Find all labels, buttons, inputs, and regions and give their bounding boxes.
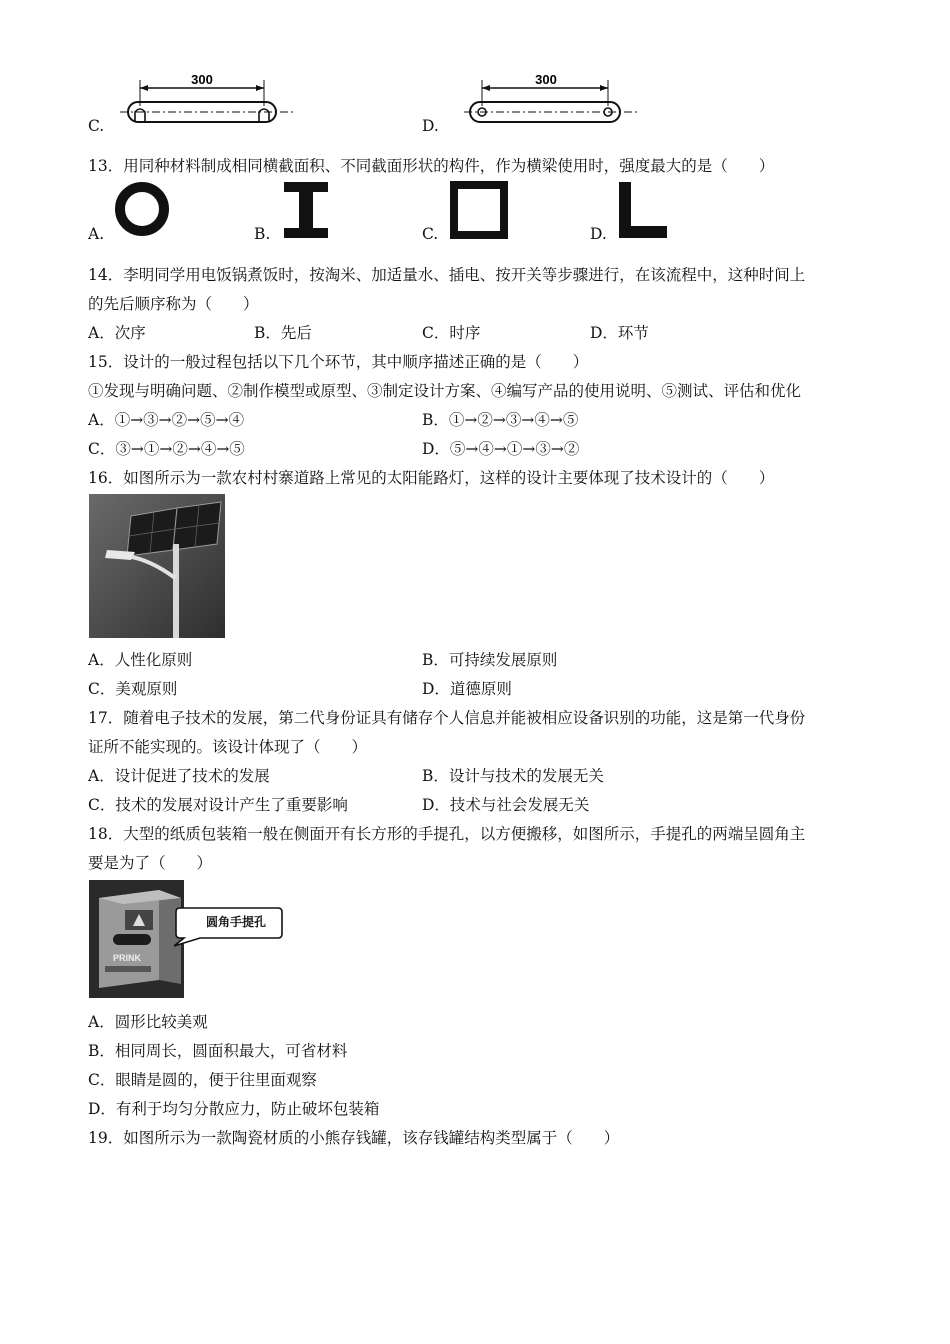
q12-c-dimension: 300 [191, 72, 213, 87]
q17-stem-line2: 证所不能实现的。该设计体现了（ ） [88, 738, 368, 756]
q17-option-a: A．设计促进了技术的发展 [88, 767, 270, 785]
q16-stem: 16．如图所示为一款农村村寨道路上常见的太阳能路灯，这样的设计主要体现了技术设计的（ ） [88, 469, 775, 487]
q13-ring-section-icon [113, 180, 171, 238]
q13-option-d-label: D. [590, 225, 607, 243]
q16-option-a: A．人性化原则 [88, 651, 193, 669]
q12-option-d-drawing [462, 68, 642, 132]
q13-option-c-label: C. [422, 225, 439, 243]
q13-i-beam-section-icon [282, 181, 330, 239]
q16-option-c: C．美观原则 [88, 680, 178, 698]
q17-option-b: B．设计与技术的发展无关 [422, 767, 604, 785]
q18-callout-text: 圆角手提孔 [206, 915, 267, 929]
q18-option-b: B．相同周长，圆面积最大，可省材料 [88, 1042, 348, 1060]
q15-option-b: B．①→②→③→④→⑤ [422, 411, 579, 429]
q15-option-c: C．③→①→②→④→⑤ [88, 440, 245, 458]
q14-option-a: A．次序 [88, 324, 146, 342]
q14-option-d: D．环节 [590, 324, 649, 342]
q17-option-d: D．技术与社会发展无关 [422, 796, 590, 814]
q16-option-d: D．道德原则 [422, 680, 512, 698]
q18-stem-line1: 18．大型的纸质包装箱一般在侧面开有长方形的手提孔，以方便搬移，如图所示，手提孔的两端呈圆角主 [88, 825, 806, 843]
q18-stem-line2: 要是为了（ ） [88, 854, 213, 872]
q12-option-c-drawing [118, 68, 298, 132]
q14-option-c: C．时序 [422, 324, 481, 342]
q13-square-tube-section-icon [450, 181, 508, 239]
q14-stem-line1: 14．李明同学用电饭锅煮饭时，按淘米、加适量水、插电、按开关等步骤进行，在该流程中，这种时间上 [88, 266, 806, 284]
q17-option-c: C．技术的发展对设计产生了重要影响 [88, 796, 348, 814]
q12-d-dimension: 300 [535, 72, 557, 87]
q18-box-brand-text: PRINK [112, 953, 142, 963]
q13-option-b-label: B. [254, 225, 271, 243]
q15-option-a: A．①→③→②→⑤→④ [88, 411, 245, 429]
q18-option-d: D．有利于均匀分散应力，防止破坏包装箱 [88, 1100, 380, 1118]
q19-stem: 19．如图所示为一款陶瓷材质的小熊存钱罐，该存钱罐结构类型属于（ ） [88, 1129, 620, 1147]
q18-option-c: C．眼睛是圆的，便于往里面观察 [88, 1071, 317, 1089]
q12-option-c-label: C. [88, 117, 105, 135]
q18-option-a: A．圆形比较美观 [88, 1013, 208, 1031]
q13-option-a-label: A. [88, 225, 105, 243]
q12-option-d-label: D. [422, 117, 439, 135]
q15-items: ①发现与明确问题、②制作模型或原型、③制定设计方案、④编写产品的使用说明、⑤测试、评估和优化 [88, 382, 802, 400]
q14-stem-line2: 的先后顺序称为（ ） [88, 295, 259, 313]
q15-option-d: D．⑤→④→①→③→② [422, 440, 580, 458]
q13-angle-section-icon [618, 181, 668, 239]
q14-option-b: B．先后 [254, 324, 312, 342]
q16-option-b: B．可持续发展原则 [422, 651, 558, 669]
q13-stem: 13．用同种材料制成相同横截面积、不同截面形状的构件，作为横梁使用时，强度最大的是（ ） [88, 157, 775, 175]
q15-stem: 15．设计的一般过程包括以下几个环节，其中顺序描述正确的是（ ） [88, 353, 589, 371]
q17-stem-line1: 17．随着电子技术的发展，第二代身份证具有储存个人信息并能被相应设备识别的功能，这是第一代身份 [88, 709, 806, 727]
q16-solar-street-lamp-photo [89, 494, 225, 638]
